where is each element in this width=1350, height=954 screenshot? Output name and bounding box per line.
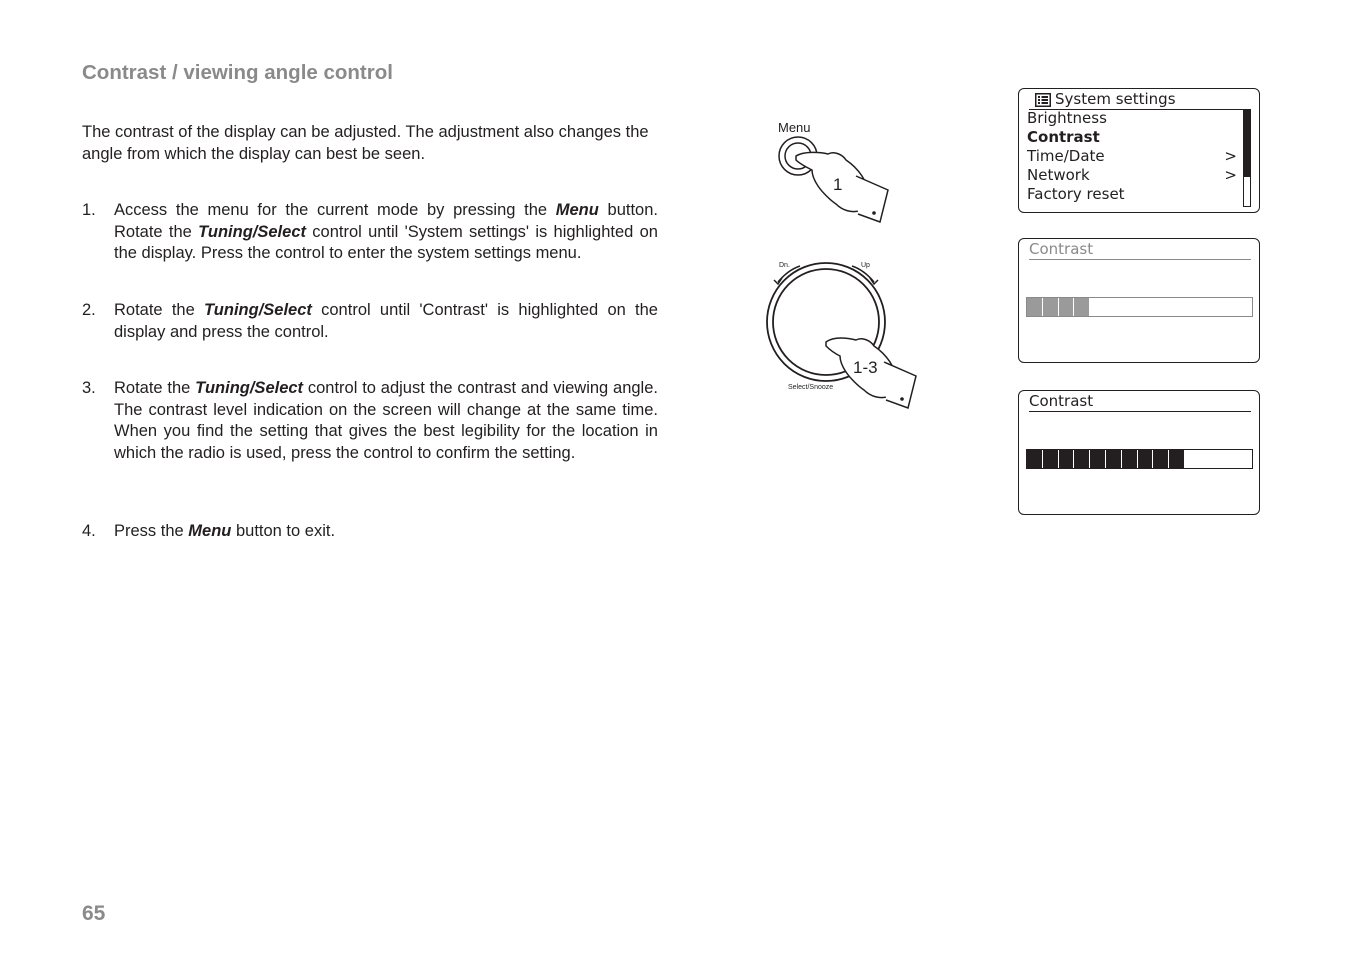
- step-text-run: Rotate the: [114, 379, 196, 397]
- control-name: Menu: [188, 522, 232, 540]
- level-segment: [1090, 450, 1106, 468]
- level-segment: [1106, 450, 1122, 468]
- control-name: Tuning/Select: [204, 301, 312, 319]
- step-text: [114, 521, 658, 543]
- menu-item-label: Network: [1027, 166, 1090, 184]
- level-segment: [1027, 298, 1043, 316]
- level-segment: [1059, 298, 1075, 316]
- control-name: Tuning/Select: [198, 222, 306, 241]
- submenu-arrow: >: [1224, 147, 1237, 165]
- step-text-run: control until 'Contrast' is highlighted on the display and press the control.: [114, 301, 658, 341]
- step-text: [114, 200, 658, 265]
- contrast-level-bar: [1026, 449, 1253, 469]
- lcd-contrast-low: [1018, 238, 1260, 363]
- step-number: 3.: [82, 379, 96, 397]
- list-icon: [1035, 93, 1051, 107]
- level-segment: [1074, 298, 1090, 316]
- menu-button-illustration: [760, 118, 900, 233]
- lcd-title-text: System settings: [1055, 90, 1176, 108]
- tuning-dial-icon: [760, 258, 925, 413]
- level-segment: [1059, 450, 1075, 468]
- menu-button-press-icon: [760, 118, 900, 233]
- level-segment: [1138, 450, 1154, 468]
- menu-item: [1027, 147, 1239, 166]
- menu-item: [1027, 109, 1239, 128]
- menu-item-label: Brightness: [1027, 109, 1107, 127]
- menu-item: [1027, 128, 1239, 147]
- dial-select-label: Select/Snooze: [788, 384, 834, 391]
- level-segment: [1043, 298, 1059, 316]
- page-number: 65: [82, 902, 106, 925]
- step-text-run: Press the: [114, 522, 189, 540]
- control-name: Tuning/Select: [195, 379, 304, 397]
- step-text-run: control until 'System settings' is highlighted on the display. Press the control to enter the system settings menu.: [114, 222, 658, 263]
- lcd-title: Contrast: [1029, 392, 1251, 412]
- menu-item: [1027, 166, 1239, 185]
- step-text-run: button to exit.: [231, 522, 336, 540]
- menu-scrollbar: [1243, 110, 1251, 207]
- submenu-arrow: >: [1224, 166, 1237, 184]
- menu-item-label: Contrast: [1027, 128, 1100, 146]
- dial-illustration: [760, 258, 925, 413]
- lcd-title: [1029, 90, 1251, 110]
- settings-menu-list: [1027, 109, 1239, 204]
- step-text-run: Access the menu for the current mode by pressing the: [114, 201, 556, 219]
- step-3: [82, 378, 658, 465]
- menu-item: [1027, 185, 1239, 204]
- step-text-run: Rotate the: [114, 301, 205, 319]
- step-1: [82, 200, 658, 265]
- step-text: [114, 300, 658, 343]
- menu-item-label: Factory reset: [1027, 185, 1125, 203]
- dial-step-tag: 1-3: [853, 358, 878, 377]
- menu-button-label: Menu: [778, 120, 811, 135]
- control-name: Menu: [555, 201, 599, 219]
- step-text-run: control to adjust the contrast and viewing angle. The contrast level indication on the screen will change at the same time. When you find the setting that gives the best legibility for the location in which the radio is used, press the control to confirm the setting.: [114, 379, 658, 463]
- level-segment: [1122, 450, 1138, 468]
- step-4: [82, 521, 658, 543]
- step-number: 1.: [82, 201, 96, 219]
- level-segment: [1043, 450, 1059, 468]
- intro-paragraph: The contrast of the display can be adjusted. The adjustment also changes the angle from which the display can best be seen.: [82, 123, 649, 163]
- step-text-run: button. Rotate the: [114, 201, 658, 241]
- step-number: 4.: [82, 522, 96, 540]
- lcd-title: Contrast: [1029, 240, 1251, 260]
- lcd-system-settings: [1018, 88, 1260, 213]
- contrast-level-bar: [1026, 297, 1253, 317]
- dial-dn-label: Dn.: [779, 262, 790, 269]
- step-2: [82, 300, 658, 343]
- page-title: Contrast / viewing angle control: [82, 61, 393, 84]
- level-segment: [1027, 450, 1043, 468]
- level-segment: [1153, 450, 1169, 468]
- menu-item-label: Time/Date: [1027, 147, 1105, 165]
- step-number: 2.: [82, 301, 96, 319]
- dial-up-label: Up: [861, 262, 870, 269]
- step-text: [114, 378, 658, 465]
- level-segment: [1169, 450, 1185, 468]
- menu-step-tag: 1: [833, 175, 843, 194]
- scrollbar-thumb: [1244, 111, 1250, 177]
- level-segment: [1074, 450, 1090, 468]
- lcd-contrast-high: [1018, 390, 1260, 515]
